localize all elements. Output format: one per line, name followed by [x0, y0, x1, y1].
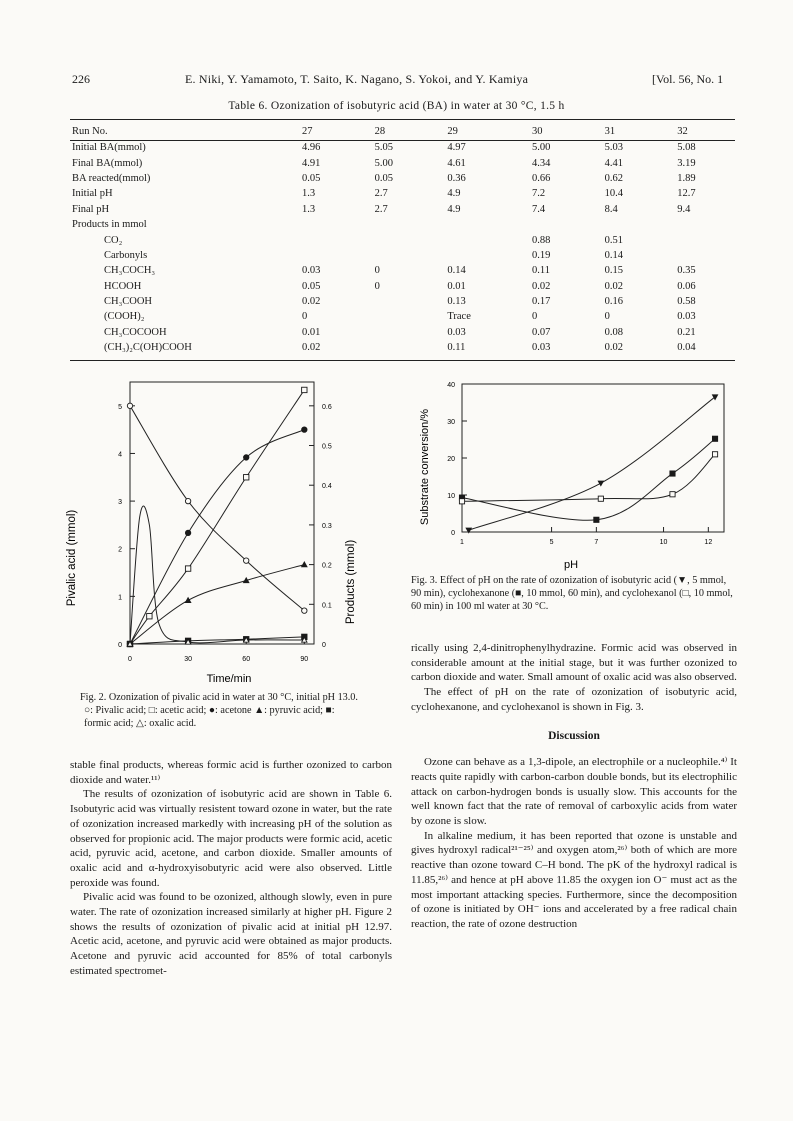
fig2-data-point [185, 530, 190, 535]
table-cell: 4.61 [447, 157, 466, 169]
table-cell: 0.02 [302, 296, 321, 308]
fig3-plot-frame [462, 384, 724, 532]
table-column-header: 32 [677, 126, 688, 137]
table-row-label: CH₃COOH [104, 296, 152, 308]
table-cell [664, 248, 737, 263]
table-cell: 0.03 [677, 311, 696, 323]
fig2-left-tick-label: 3 [118, 499, 122, 507]
table-cell: 0.51 [604, 234, 623, 246]
table-cell [362, 217, 435, 232]
fig2-x-tick-label: 60 [242, 656, 251, 663]
table-row [72, 202, 737, 217]
table-cell: 0.02 [604, 342, 623, 354]
table-cell: 0.21 [677, 326, 696, 338]
paragraph: Pivalic acid was found to be ozonized, although slowly, even in pure water. The rate of ozonization increased similarly at higher pH. Figure 2 shows the results of ozonization of pivalic acid at initial pH 12.97. Acetic acid, acetone, and pyruvic acid were obtained as major products. Acetone and pyruvic acid accounted for 85% of total carbonyls estimated spectromet- [70, 891, 392, 977]
table-cell: 0.14 [604, 249, 623, 261]
table-row-label: Carbonyls [104, 249, 148, 261]
table-cell [362, 309, 435, 324]
fig2-data-point [185, 566, 190, 571]
table-row [72, 232, 737, 247]
figure-2-chart [66, 372, 357, 685]
table-cell: 0.66 [531, 172, 551, 184]
fig3-x-tick-label: 7 [594, 539, 599, 546]
table-row-label: CH₃COCOOH [104, 326, 167, 338]
table-cell [362, 232, 435, 247]
table-row [72, 171, 737, 186]
table-cell: 0 [374, 265, 380, 277]
table-cell [592, 217, 665, 232]
fig2-series-line [130, 565, 304, 644]
table-cell: 0.14 [447, 265, 466, 277]
table-row [72, 263, 737, 278]
table-cell: 0.05 [302, 172, 321, 184]
fig2-series-line [130, 637, 304, 644]
paragraph: Ozone can behave as a 1,3-dipole, an electrophile or a nucleophile.⁴⁾ It reacts quite rapidly with carbon-carbon double bonds, but its electrophilic attack on carbon-hydrogen bonds is usually slow. This accounts for the well known fact that the rate of removal of carboxylic acids from water by ozone is slow. [411, 756, 737, 828]
left-column-text [70, 758, 392, 979]
fig2-right-tick-label: 0.2 [322, 562, 332, 570]
table-cell [434, 248, 519, 263]
table-row-label: BA reacted(mmol) [72, 172, 151, 184]
table-row [72, 340, 737, 355]
table-row [72, 186, 737, 201]
fig3-series-line [462, 439, 715, 521]
table-bottom-rule [70, 360, 735, 361]
fig3-data-point [670, 492, 675, 497]
fig3-data-point [712, 436, 717, 441]
table-cell: 7.4 [531, 203, 546, 215]
table-cell: 5.05 [374, 142, 394, 154]
table-row [72, 140, 737, 155]
fig3-x-tick-label: 10 [659, 539, 668, 546]
fig2-data-point [244, 475, 249, 480]
table-cell: 0.19 [531, 249, 551, 261]
table-cell [289, 248, 362, 263]
table-cell: 0.58 [677, 296, 696, 308]
fig3-y-tick-label: 30 [447, 419, 455, 426]
paragraph: The results of ozonization of isobutyric acid are shown in Table 6. Isobutyric acid was virtually resistent toward ozone in water, but the rate of ozonization increased markedly with increasing pH of the solution as observed for propionic acid. The major products were formic acid, acetic acid, pyruvic acid, acetone, and carbon dioxide. Smaller amounts of oxalic acid and α-hydroxyisobutyric acid were also observed. Little peroxide was found. [70, 788, 392, 889]
table-cell: 4.41 [604, 157, 623, 169]
fig2-data-point [244, 455, 249, 460]
paragraph: stable final products, whereas formic acid is further ozonized to carbon dioxide and water.¹¹⁾ [70, 759, 392, 786]
table-cell: Trace [447, 311, 471, 323]
fig2-right-tick-label: 0.4 [322, 483, 332, 491]
table-cell [362, 294, 435, 309]
table-cell [362, 325, 435, 340]
table-cell: 1.89 [677, 172, 696, 184]
table-cell: 0.36 [447, 172, 466, 184]
fig3-x-tick-label: 1 [460, 539, 464, 546]
table-cell: 0.03 [531, 342, 551, 354]
fig2-data-point [244, 558, 249, 563]
table-cell: 4.97 [447, 142, 466, 154]
fig3-data-point [459, 499, 464, 504]
table-row-label: CO₂ [104, 234, 123, 246]
table-cell: 9.4 [677, 203, 691, 215]
table-cell: 0.06 [677, 280, 696, 292]
fig2-x-tick-label: 0 [128, 656, 132, 663]
paragraph: The effect of pH on the rate of ozonization of isobutyric acid, cyclohexanone, and cyclohexanol is shown in Fig. 3. [411, 686, 737, 713]
fig3-x-axis-label: pH [563, 559, 579, 571]
fig2-x-tick-label: 30 [184, 656, 193, 663]
fig2-left-tick-label: 0 [118, 642, 122, 649]
table-cell: 4.91 [302, 157, 321, 169]
table-header-row [72, 123, 737, 140]
fig3-y-axis-label: Substrate conversion/% [419, 408, 431, 526]
table-cell [664, 217, 737, 232]
table-cell: 0.13 [447, 296, 466, 308]
table-row-label: Final BA(mmol) [72, 157, 143, 169]
table-cell: 12.7 [677, 188, 696, 200]
table-cell [362, 340, 435, 355]
table-row [72, 248, 737, 263]
table-row-label: (CH₃)₂C(OH)COOH [104, 342, 192, 354]
table-cell: 0.16 [604, 296, 623, 308]
fig2-left-tick-label: 1 [118, 594, 122, 602]
table-cell: 0.03 [302, 265, 321, 277]
fig3-data-point [598, 496, 603, 501]
table-cell: 0.88 [531, 234, 551, 246]
table-caption: Table 6. Ozonization of isobutyric acid (BA) in water at 30 °C, 1.5 h [228, 100, 565, 112]
right-column-text [411, 641, 737, 932]
fig3-y-tick-label: 20 [447, 456, 455, 463]
fig2-right-tick-label: 0 [322, 642, 326, 649]
table-cell: 5.00 [531, 142, 551, 154]
table-top-rule [70, 119, 735, 120]
fig2-right-tick-label: 0.5 [322, 443, 332, 451]
page-number: 226 [72, 72, 90, 86]
fig2-caption-title: Fig. 2. Ozonization of pivalic acid in water at 30 °C, initial pH 13.0. [80, 692, 358, 703]
fig2-data-point [185, 498, 190, 503]
fig2-data-point [302, 387, 307, 392]
table-row [72, 325, 737, 340]
table-cell: 0 [604, 311, 610, 323]
fig2-caption-legend: ○: Pivalic acid; □: acetic acid; ●: acetone ▲: pyruvic acid; ■: formic acid; △: oxalic acid. [84, 705, 335, 729]
table-cell: 0.11 [531, 265, 550, 277]
fig3-x-tick-label: 5 [549, 539, 554, 546]
table-cell: 0.62 [604, 172, 623, 184]
table-column-header: 29 [447, 126, 458, 137]
fig2-series-line [130, 406, 304, 611]
section-heading-discussion: Discussion [548, 729, 600, 742]
paragraph: In alkaline medium, it has been reported that ozone is unstable and gives hydroxyl radical²¹⁻²⁵⁾ and oxygen atom,²⁶⁾ both of which are more reactive than ozone toward C–H bond. The pK of the hydroxyl radical is 11.85,²⁶⁾ and hence at pH above 11.85 the oxygen ion O⁻ must act as the most important attacking species. Furthermore, since the decomposition of ozone is initiated by OH⁻ ions and accelerated by a free radical chain reaction, the rate of ozone destruction [411, 829, 737, 930]
table-column-header: Run No. [72, 126, 108, 137]
fig2-data-point [302, 562, 307, 567]
table-cell [362, 248, 435, 263]
table-row [72, 155, 737, 170]
table-cell: 2.7 [374, 188, 388, 200]
table-cell: 0 [374, 280, 380, 292]
fig3-y-tick-label: 10 [447, 493, 455, 500]
table-cell: 0.02 [604, 280, 623, 292]
table-row-label: Final pH [72, 203, 110, 215]
table-cell: 0.17 [531, 296, 551, 308]
fig3-data-point [598, 481, 603, 486]
table-cell: 4.9 [447, 188, 461, 200]
table-cell: 5.00 [374, 157, 394, 169]
table-row-label: HCOOH [104, 280, 142, 292]
fig2-data-point [302, 427, 307, 432]
table-row-label: Initial BA(mmol) [72, 142, 146, 154]
table-cell: 0.15 [604, 265, 623, 277]
fig2-right-tick-label: 0.6 [322, 403, 332, 411]
table-cell: 8.4 [604, 203, 618, 215]
fig2-right-tick-label: 0.3 [322, 522, 332, 530]
fig3-x-tick-label: 12 [704, 539, 713, 546]
table-row [72, 217, 737, 232]
table-column-header: 30 [531, 126, 543, 137]
table-cell [289, 232, 362, 247]
table-cell: 0.35 [677, 265, 696, 277]
table-cell: 1.3 [302, 188, 316, 200]
table-cell [664, 232, 737, 247]
table-cell [519, 217, 592, 232]
table-6 [72, 123, 737, 355]
fig2-data-point [127, 403, 132, 408]
fig3-y-tick-label: 0 [451, 530, 455, 537]
fig3-series-line [469, 397, 715, 530]
table-cell: 0.02 [302, 342, 321, 354]
table-row-label: (COOH)₂ [104, 311, 145, 323]
fig2-left-tick-label: 2 [118, 546, 122, 554]
fig3-data-point [594, 517, 599, 522]
fig2-right-axis-label: Products (mmol) [345, 539, 357, 625]
table-cell: 4.96 [302, 142, 321, 154]
table-row [72, 294, 737, 309]
table-cell: 0.01 [447, 280, 466, 292]
running-header-authors: E. Niki, Y. Yamamoto, T. Saito, K. Nagano, S. Yokoi, and Y. Kamiya [185, 72, 529, 86]
fig2-x-axis-label: Time/min [206, 673, 252, 685]
table-cell: 0 [531, 311, 538, 323]
table-cell: 2.7 [374, 203, 388, 215]
table-cell: 10.4 [604, 188, 623, 200]
table-row-label: Products in mmol [72, 219, 147, 231]
table-cell: 0.07 [531, 326, 551, 338]
table-cell: 4.34 [531, 157, 551, 169]
table-cell: 5.08 [677, 142, 696, 154]
table-cell: 0.01 [302, 326, 321, 338]
fig3-data-point [670, 471, 675, 476]
fig2-left-axis-label: Pivalic acid (mmol) [66, 509, 78, 607]
table-cell [434, 217, 519, 232]
table-cell: 0 [302, 311, 308, 323]
table-cell [434, 232, 519, 247]
fig3-y-tick-label: 40 [447, 382, 455, 389]
table-row-label: Initial pH [72, 188, 113, 200]
table-cell: 5.03 [604, 142, 623, 154]
fig2-plot-frame [130, 382, 314, 644]
table-cell: 0.02 [531, 280, 551, 292]
fig3-series-line [462, 454, 715, 501]
fig2-x-tick-label: 90 [300, 656, 309, 663]
table-cell: 4.9 [447, 203, 461, 215]
table-column-header: 31 [604, 126, 616, 137]
table-cell: 0.05 [302, 280, 321, 292]
table-row-label: CH₃COCH₃ [104, 265, 156, 277]
fig2-left-tick-label: 4 [118, 451, 122, 459]
table-cell: 0.03 [447, 326, 466, 338]
table-column-header: 28 [374, 126, 386, 137]
table-cell: 0.11 [447, 342, 466, 354]
fig3-data-point [712, 452, 717, 457]
table-cell: 0.04 [677, 342, 696, 354]
fig2-data-point [147, 614, 152, 619]
paragraph: rically using 2,4-dinitrophenylhydrazine. Formic acid was observed in considerable amount at the initial stage, but it was further ozonized to carbon dioxide and water. Small amount of oxalic acid was also observed. [411, 642, 737, 684]
fig2-left-tick-label: 5 [118, 403, 122, 411]
table-row [72, 279, 737, 294]
fig3-caption: Fig. 3. Effect of pH on the rate of ozonization of isobutyric acid (▼, 5 mmol, 90 min), cyclohexanone (■, 10 mmol, 60 min), and cyclohexanol (□, 10 mmol, 60 min) in 100 ml water at 30 °C. [411, 575, 733, 612]
table-cell [289, 217, 362, 232]
table-cell: 0.08 [604, 326, 623, 338]
running-header-volume: [Vol. 56, No. 1 [652, 72, 724, 86]
figure-3-chart [416, 372, 738, 572]
table-cell: 1.3 [302, 203, 316, 215]
table-cell: 3.19 [677, 157, 696, 169]
table-cell: 0.05 [374, 172, 394, 184]
fig2-data-point [185, 598, 190, 603]
table-cell: 7.2 [531, 188, 546, 200]
fig2-right-tick-label: 0.1 [322, 602, 332, 610]
table-column-header: 27 [302, 126, 313, 137]
table-row [72, 309, 737, 324]
fig2-data-point [302, 608, 307, 613]
